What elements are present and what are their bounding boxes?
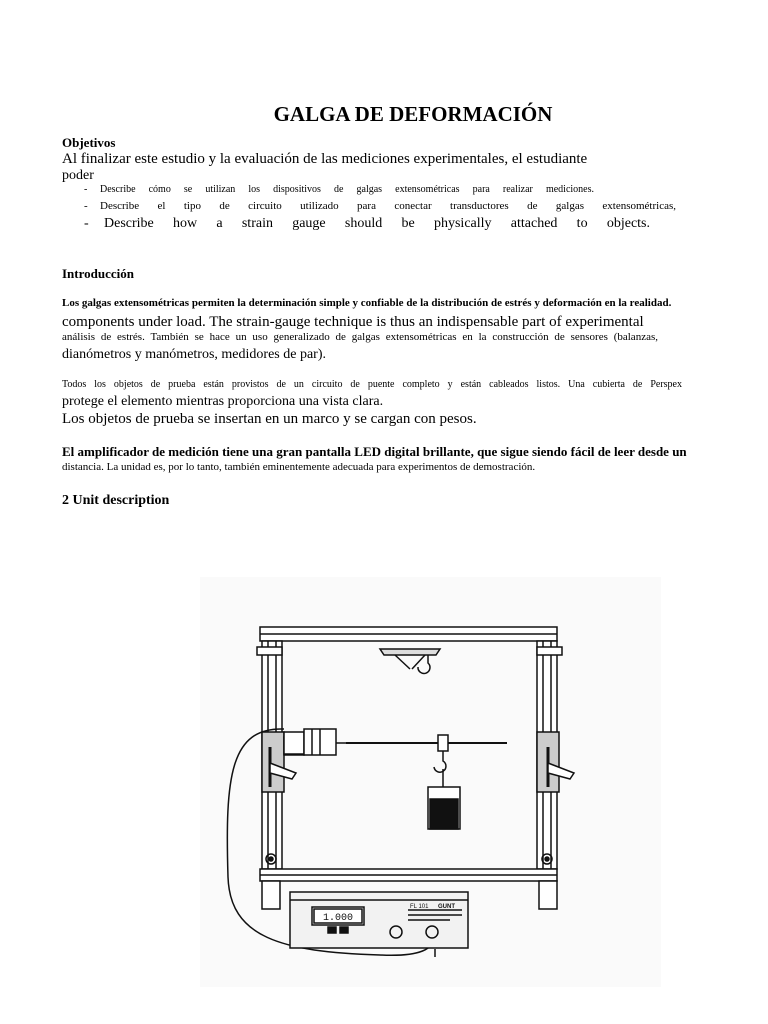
intro-p2-line2: protege el elemento mientras proporciona una vista clara. <box>62 394 384 409</box>
amplifier-device-label: FL 101 <box>410 904 429 910</box>
left-foot <box>262 881 280 909</box>
objetivo-bullet-1: Describe cómo se utilizan los dispositivos de galgas extensométricas para realizar mediciones. <box>100 184 594 195</box>
strain-sensor <box>284 729 346 755</box>
intro-p3-line2: distancia. La unidad es, por lo tanto, también eminentemente adecuada para experimentos de demostración. <box>62 461 536 473</box>
bullet-dash-3: - <box>84 216 89 231</box>
intro-p1-line2: components under load. The strain-gauge technique is thus an indispensable part of experimental <box>62 314 644 330</box>
objetivos-intro-line2: poder <box>62 168 94 183</box>
intro-p3-line1: El amplificador de medición tiene una gran pantalla LED digital brillante, que sigue siendo fácil de leer desde un <box>62 444 687 459</box>
objetivos-intro-line1: Al finalizar este estudio y la evaluación de las mediciones experimentales, el estudiante <box>62 151 588 167</box>
measuring-amplifier <box>290 892 468 948</box>
right-foot <box>539 881 557 909</box>
intro-p2-line1: Todos los objetos de prueba están provistos de un circuito de puente completo y están cableados listos. Una cubierta de Perspex <box>62 379 682 390</box>
amplifier-display-value: 1.000 <box>322 913 354 924</box>
section-2-heading: 2 Unit description <box>62 493 170 508</box>
page-title: GALGA DE DEFORMACIÓN <box>273 102 553 126</box>
frame-bottom-bar <box>260 869 557 881</box>
objetivos-heading: Objetivos <box>62 135 116 150</box>
objetivo-bullet-3: Describe how a strain gauge should be physically attached to objects. <box>104 216 650 231</box>
bullet-dash-1: - <box>84 184 88 195</box>
intro-p1-line1: Los galgas extensométricas permiten la determinación simple y confiable de la distribución de estrés y deformación en la realidad. <box>62 297 672 309</box>
weight <box>428 787 460 829</box>
apparatus-figure <box>200 577 661 987</box>
bullet-dash-2: - <box>84 200 88 212</box>
intro-p1-line3: análisis de estrés. También se hace un uso generalizado de galgas extensométricas en la construcción de sensores (balanzas, <box>62 331 658 343</box>
introduccion-heading: Introducción <box>62 266 134 281</box>
amplifier-brand: GUNT <box>438 904 455 910</box>
intro-p1-line4: dianómetros y manómetros, medidores de par). <box>62 347 326 362</box>
intro-p2-line3: Los objetos de prueba se insertan en un marco y se cargan con pesos. <box>62 411 477 427</box>
frame-top-bar <box>260 627 557 641</box>
objetivo-bullet-2: Describe el tipo de circuito utilizado para conectar transductores de galgas extensométricas, <box>100 200 676 212</box>
